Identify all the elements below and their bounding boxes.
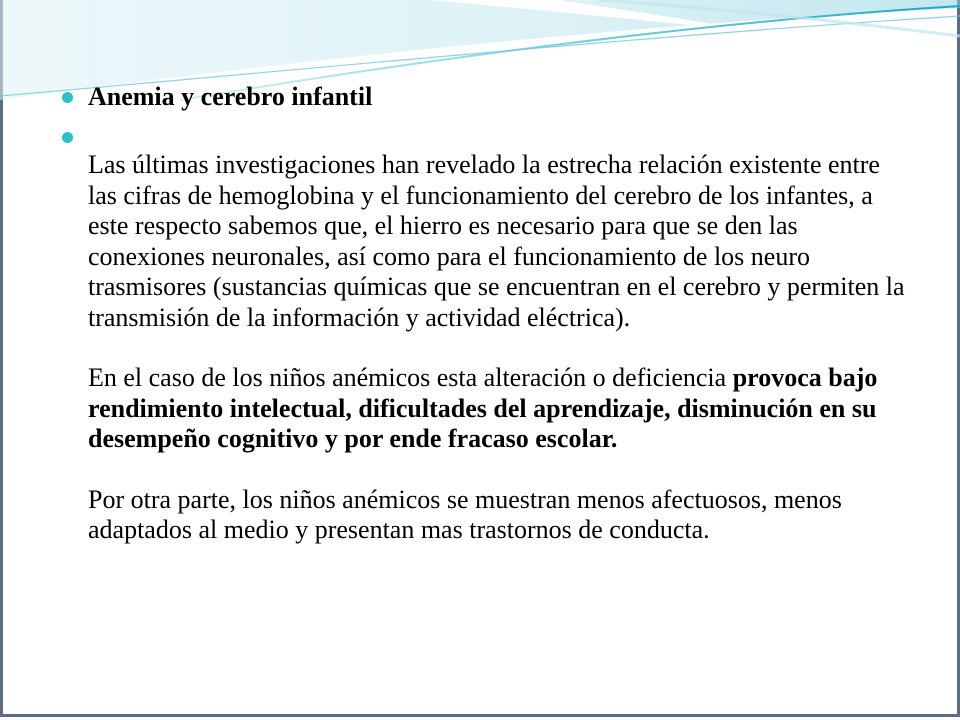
paragraph-effects-bold: provoca bajo rendimiento intelectual, dificultades del aprendizaje, disminución en su desempeño cognitivo y por ende fracaso escolar. (88, 363, 878, 453)
paragraph-behavior: Por otra parte, los niños anémicos se muestran menos afectuosos, menos adaptados al medio y presentan mas trastornos de conducta. (88, 484, 842, 544)
paragraph-effects-plain: En el caso de los niños anémicos esta alteración o deficiencia (88, 363, 733, 392)
bullet-heading (62, 82, 907, 112)
bullet-body (62, 128, 907, 546)
paragraph-effects (88, 363, 907, 455)
bullet-icon (62, 132, 73, 143)
bullet-icon (62, 92, 73, 103)
slide-heading: Anemia y cerebro infantil (88, 82, 373, 111)
slide-content (62, 82, 907, 546)
body-text (88, 128, 907, 546)
paragraph-research: Las últimas investigaciones han revelado la estrecha relación existente entre las cifras de hemoglobina y el funcionamiento del cerebro de los infantes, a este respecto sabemos que, el hierro es necesario para que se den las conexiones neuronales, así como para el funcionamiento de los neuro trasmisores (sustancias químicas que se encuentran en el cerebro y permiten la transmisión de la información y actividad eléctrica). (88, 150, 905, 332)
